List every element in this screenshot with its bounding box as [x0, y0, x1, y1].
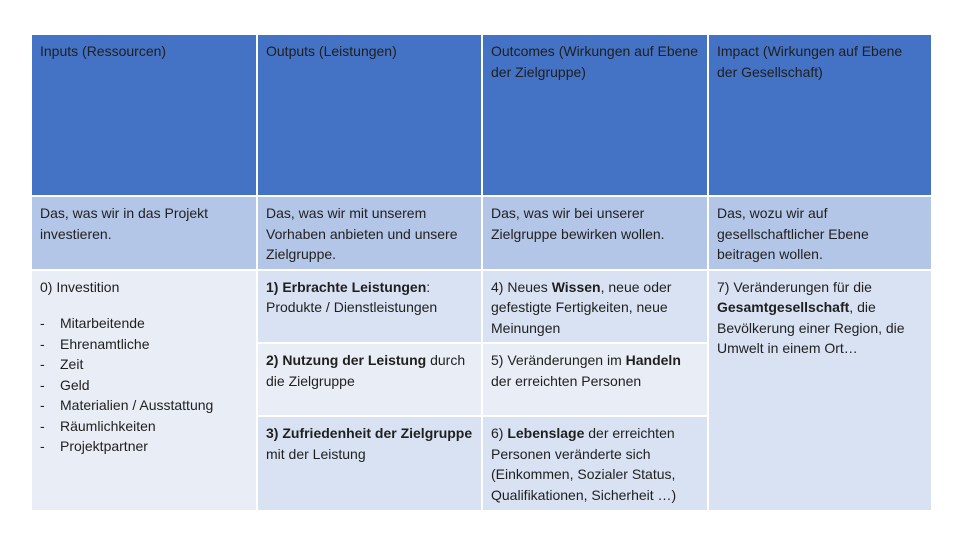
header-inputs: Inputs (Ressourcen): [31, 34, 257, 196]
output-3: 3) Zufriedenheit der Zielgruppe mit der Leistung: [257, 416, 482, 511]
output-1: 1) Erbrachte Leistungen: Produkte / Dienstleistungen: [257, 270, 482, 344]
inputs-title: 0) Investition: [40, 278, 120, 295]
logic-model-table: [30, 33, 933, 512]
list-item: - Projektpartner: [40, 436, 248, 457]
list-item: - Mitarbeitende: [40, 313, 248, 334]
header-outcomes: Outcomes (Wirkungen auf Ebene der Zielgruppe): [482, 34, 708, 196]
description-impact: Das, wozu wir auf gesellschaftlicher Ebene beitragen wollen.: [708, 196, 932, 270]
list-item: - Geld: [40, 375, 248, 396]
description-outputs: Das, was wir mit unserem Vorhaben anbieten und unsere Zielgruppe.: [257, 196, 482, 270]
bullet-dash: -: [40, 356, 45, 372]
bullet-dash: -: [40, 417, 45, 434]
description-outcomes: Das, was wir bei unserer Zielgruppe bewirken wollen.: [482, 196, 708, 270]
content-row-1: [31, 270, 932, 344]
description-row: [31, 196, 932, 270]
output-2: 2) Nutzung der Leistung durch die Zielgruppe: [257, 343, 482, 416]
bullet-dash: -: [40, 376, 45, 393]
header-outputs: Outputs (Leistungen): [257, 34, 482, 196]
list-item: - Ehrenamtliche: [40, 334, 248, 355]
description-inputs: Das, was wir in das Projekt investieren.: [31, 196, 257, 270]
outcome-5: 5) Veränderungen im Handeln der erreichten Personen: [482, 343, 708, 416]
inputs-cell: [31, 270, 257, 512]
outcome-6: 6) Lebenslage der erreichten Personen veränderte sich (Einkommen, Sozialer Status, Qualifikationen, Sicherheit …): [482, 416, 708, 511]
list-item: - Räumlichkeiten: [40, 416, 248, 437]
list-item: - Zeit: [40, 354, 248, 375]
bullet-dash: -: [40, 397, 45, 413]
impact-cell: 7) Veränderungen für die Gesamtgesellschaft, die Bevölkerung einer Region, die Umwelt in einem Ort…: [708, 270, 932, 512]
header-row: [31, 34, 932, 196]
header-impact: Impact (Wirkungen auf Ebene der Gesellschaft): [708, 34, 932, 196]
inputs-list: [40, 313, 248, 457]
list-item: - Materialien / Ausstattung: [40, 395, 248, 416]
bullet-dash: -: [40, 438, 45, 454]
bullet-dash: -: [40, 315, 45, 331]
bullet-dash: -: [40, 335, 45, 352]
outcome-4: 4) Neues Wissen, neue oder gefestigte Fertigkeiten, neue Meinungen: [482, 270, 708, 344]
